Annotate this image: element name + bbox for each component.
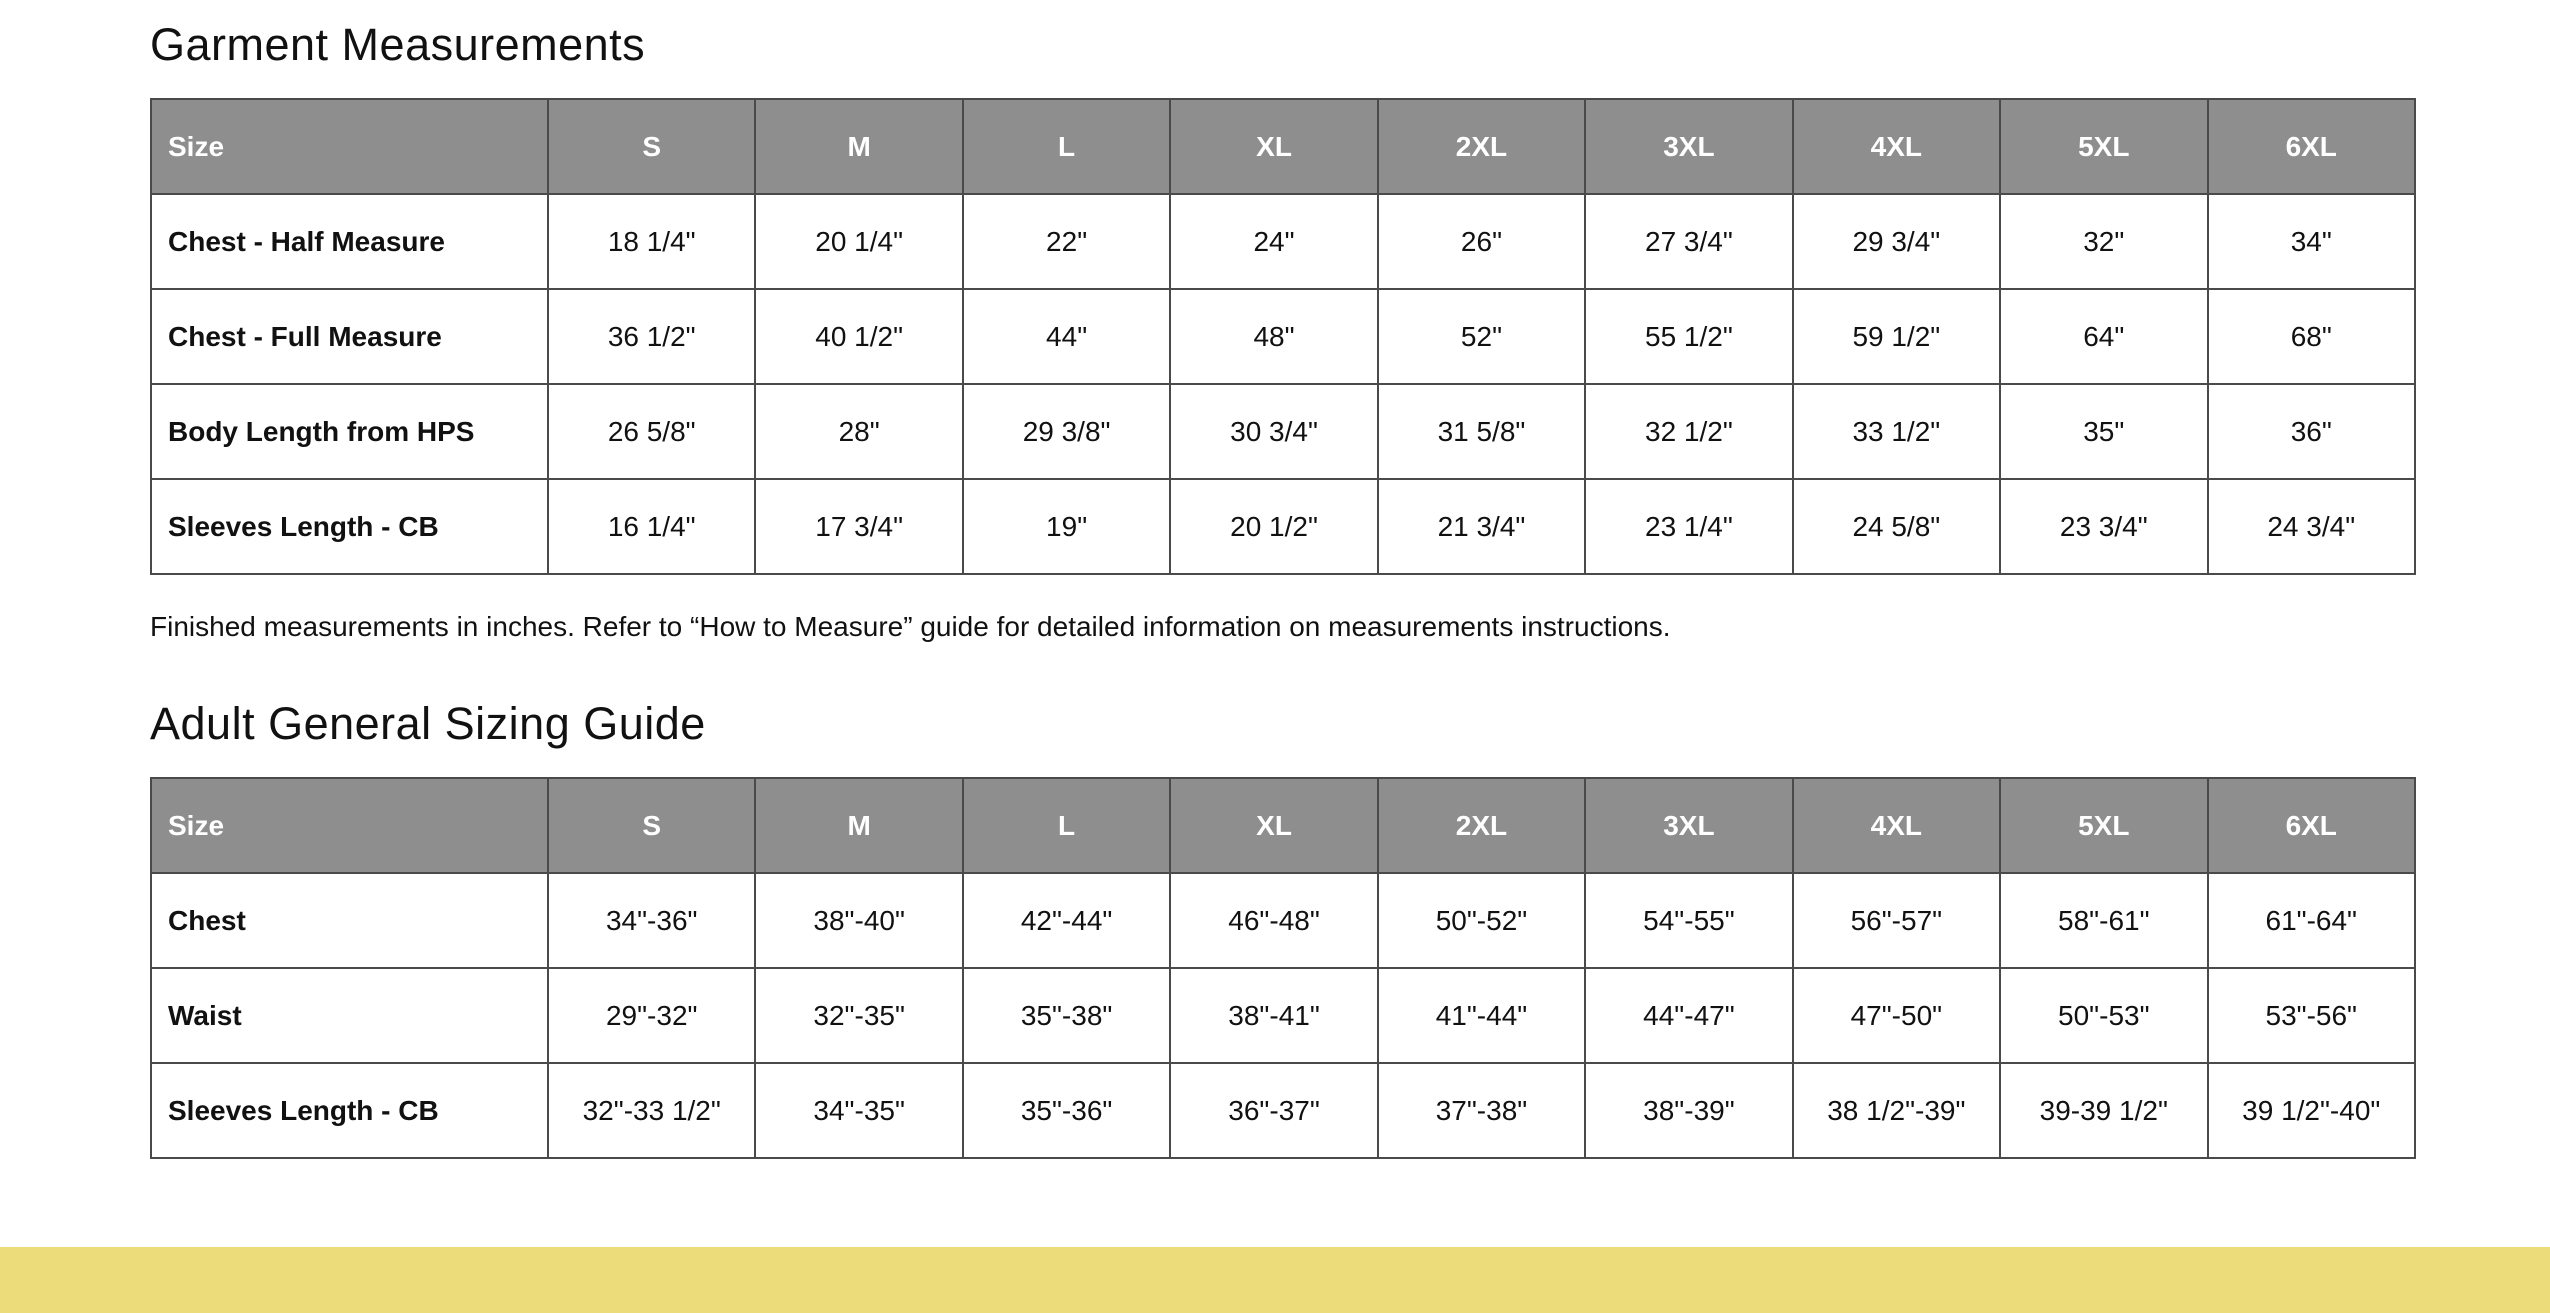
value-cell: 26 5/8" <box>548 384 755 479</box>
value-cell: 47"-50" <box>1793 968 2000 1063</box>
value-cell: 22" <box>963 194 1170 289</box>
value-cell: 29 3/4" <box>1793 194 2000 289</box>
value-cell: 23 3/4" <box>2000 479 2207 574</box>
value-cell: 32 1/2" <box>1585 384 1792 479</box>
column-header-m: M <box>755 99 962 194</box>
value-cell: 35"-38" <box>963 968 1170 1063</box>
column-header-size: Size <box>151 778 548 873</box>
value-cell: 24" <box>1170 194 1377 289</box>
column-header-l: L <box>963 778 1170 873</box>
value-cell: 17 3/4" <box>755 479 962 574</box>
value-cell: 20 1/2" <box>1170 479 1377 574</box>
value-cell: 20 1/4" <box>755 194 962 289</box>
value-cell: 64" <box>2000 289 2207 384</box>
value-cell: 50"-53" <box>2000 968 2207 1063</box>
value-cell: 38 1/2"-39" <box>1793 1063 2000 1158</box>
value-cell: 23 1/4" <box>1585 479 1792 574</box>
value-cell: 53"-56" <box>2208 968 2416 1063</box>
value-cell: 32"-33 1/2" <box>548 1063 755 1158</box>
value-cell: 38"-39" <box>1585 1063 1792 1158</box>
value-cell: 35" <box>2000 384 2207 479</box>
value-cell: 42"-44" <box>963 873 1170 968</box>
value-cell: 24 5/8" <box>1793 479 2000 574</box>
value-cell: 48" <box>1170 289 1377 384</box>
table-row <box>151 873 2415 968</box>
value-cell: 19" <box>963 479 1170 574</box>
garment-measurements-title: Garment Measurements <box>150 19 646 70</box>
value-cell: 36"-37" <box>1170 1063 1377 1158</box>
value-cell: 52" <box>1378 289 1585 384</box>
column-header-6xl: 6XL <box>2208 99 2416 194</box>
column-header-size: Size <box>151 99 548 194</box>
column-header-6xl: 6XL <box>2208 778 2416 873</box>
value-cell: 34"-35" <box>755 1063 962 1158</box>
row-label: Waist <box>151 968 548 1063</box>
garment-measurements-section <box>150 18 2420 645</box>
column-header-2xl: 2XL <box>1378 99 1585 194</box>
table-row <box>151 968 2415 1063</box>
value-cell: 28" <box>755 384 962 479</box>
value-cell: 31 5/8" <box>1378 384 1585 479</box>
row-label: Sleeves Length - CB <box>151 1063 548 1158</box>
value-cell: 18 1/4" <box>548 194 755 289</box>
value-cell: 39 1/2"-40" <box>2208 1063 2416 1158</box>
value-cell: 59 1/2" <box>1793 289 2000 384</box>
row-label: Chest <box>151 873 548 968</box>
table-row <box>151 1063 2415 1158</box>
value-cell: 30 3/4" <box>1170 384 1377 479</box>
column-header-m: M <box>755 778 962 873</box>
value-cell: 36" <box>2208 384 2416 479</box>
column-header-4xl: 4XL <box>1793 778 2000 873</box>
value-cell: 61"-64" <box>2208 873 2416 968</box>
value-cell: 34"-36" <box>548 873 755 968</box>
value-cell: 55 1/2" <box>1585 289 1792 384</box>
value-cell: 56"-57" <box>1793 873 2000 968</box>
footer-accent-bar <box>0 1247 2550 1313</box>
value-cell: 40 1/2" <box>755 289 962 384</box>
value-cell: 35"-36" <box>963 1063 1170 1158</box>
column-header-xl: XL <box>1170 99 1377 194</box>
value-cell: 29"-32" <box>548 968 755 1063</box>
value-cell: 54"-55" <box>1585 873 1792 968</box>
value-cell: 16 1/4" <box>548 479 755 574</box>
header-row <box>151 99 2415 194</box>
value-cell: 44" <box>963 289 1170 384</box>
value-cell: 29 3/8" <box>963 384 1170 479</box>
column-header-s: S <box>548 778 755 873</box>
garment-measurements-table <box>150 98 2416 575</box>
value-cell: 34" <box>2208 194 2416 289</box>
value-cell: 24 3/4" <box>2208 479 2416 574</box>
value-cell: 32" <box>2000 194 2207 289</box>
value-cell: 37"-38" <box>1378 1063 1585 1158</box>
value-cell: 38"-41" <box>1170 968 1377 1063</box>
table-row <box>151 194 2415 289</box>
value-cell: 26" <box>1378 194 1585 289</box>
header-row <box>151 778 2415 873</box>
column-header-3xl: 3XL <box>1585 99 1792 194</box>
table-row <box>151 384 2415 479</box>
column-header-xl: XL <box>1170 778 1377 873</box>
row-label: Chest - Half Measure <box>151 194 548 289</box>
value-cell: 36 1/2" <box>548 289 755 384</box>
column-header-5xl: 5XL <box>2000 99 2207 194</box>
row-label: Body Length from HPS <box>151 384 548 479</box>
value-cell: 46"-48" <box>1170 873 1377 968</box>
column-header-s: S <box>548 99 755 194</box>
row-label: Sleeves Length - CB <box>151 479 548 574</box>
value-cell: 41"-44" <box>1378 968 1585 1063</box>
value-cell: 32"-35" <box>755 968 962 1063</box>
measurements-note: Finished measurements in inches. Refer to “How to Measure” guide for detailed information on measurements instructions. <box>150 611 1671 642</box>
row-label: Chest - Full Measure <box>151 289 548 384</box>
adult-sizing-section <box>150 697 2420 1159</box>
adult-sizing-table <box>150 777 2416 1159</box>
value-cell: 58"-61" <box>2000 873 2207 968</box>
value-cell: 39-39 1/2" <box>2000 1063 2207 1158</box>
column-header-l: L <box>963 99 1170 194</box>
value-cell: 21 3/4" <box>1378 479 1585 574</box>
value-cell: 44"-47" <box>1585 968 1792 1063</box>
column-header-3xl: 3XL <box>1585 778 1792 873</box>
column-header-2xl: 2XL <box>1378 778 1585 873</box>
value-cell: 68" <box>2208 289 2416 384</box>
adult-sizing-title: Adult General Sizing Guide <box>150 698 706 750</box>
value-cell: 27 3/4" <box>1585 194 1792 289</box>
column-header-4xl: 4XL <box>1793 99 2000 194</box>
value-cell: 50"-52" <box>1378 873 1585 968</box>
value-cell: 33 1/2" <box>1793 384 2000 479</box>
column-header-5xl: 5XL <box>2000 778 2207 873</box>
value-cell: 38"-40" <box>755 873 962 968</box>
table-row <box>151 289 2415 384</box>
table-row <box>151 479 2415 574</box>
